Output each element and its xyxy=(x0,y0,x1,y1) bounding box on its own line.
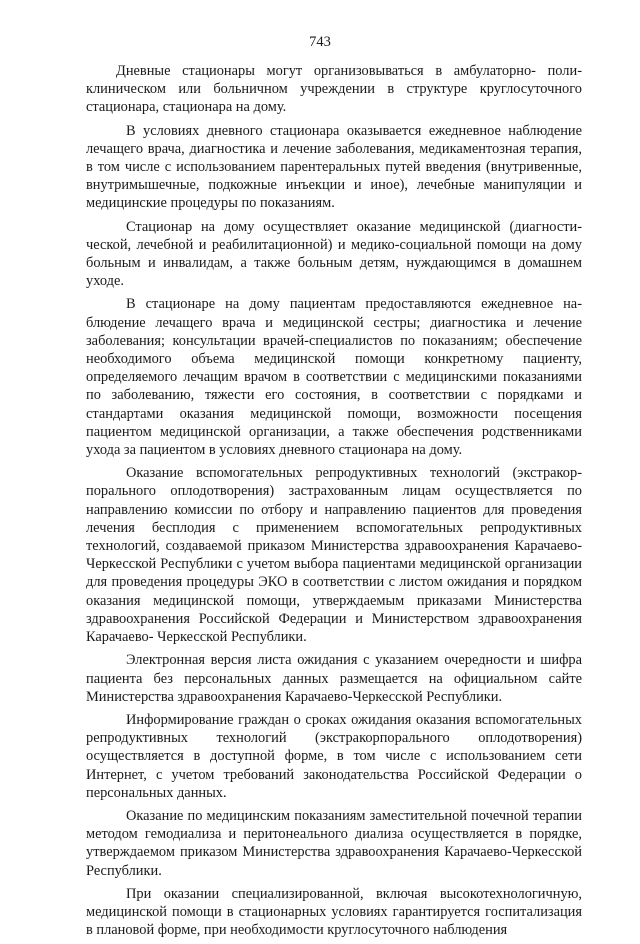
paragraph-day-hospitals: Дневные стационары могут организовываться в амбулаторно- поликлиническом или больничном учреждении в структуре круглосуточного стационара, стационара на дому. xyxy=(86,63,582,116)
paragraph-specialized-care: При оказании специализированной, включая высокотехнологичную, медицинской помощи в стационарных условиях гарантируется госпитализация в плановой форме, при необходимости круглосуточного наблюдения xyxy=(86,885,582,939)
paragraph-day-hospital-care: В условиях дневного стационара оказывается ежедневное наблюдение лечащего врача, диагностика и лечение заболевания, медикаментозная терапия, в том числе с использованием парентеральных путей введения (внутривенные, внутримышечные, подкожные инъекции и иное), лечебные манипуляции и медицинские процедуры по показаниям. xyxy=(86,122,582,212)
paragraph-dialysis: Оказание по медицинским показаниям заместительной почечной терапии методом гемодиализа и перитонеального диализа осуществляется в порядке, утверждаемом приказом Министерства здравоохранения Карачаево-Черкесской Республики. xyxy=(86,807,582,879)
paragraph-informing-citizens: Информирование граждан о сроках ожидания оказания вспомогательных репродуктивных технологий (экстракорпорального оплодотворения) осуществляется в доступной форме, в том числе с использованием сети Интернет, с учетом требований законодательства Российской Федерации о персональных данных. xyxy=(86,711,582,801)
paragraph-home-hospital: Стационар на дому осуществляет оказание медицинской (диагностической, лечебной и реабилитационной) и медико-социальной помощи на дому больным и инвалидам, а также больным детям, нуждающимся в домашнем уходе. xyxy=(86,218,582,290)
paragraph-waiting-list: Электронная версия листа ожидания с указанием очередности и шифра пациента без персональных данных размещается на официальном сайте Министерства здравоохранения Карачаево-Черкесской Республики. xyxy=(86,652,582,705)
page-number: 743 xyxy=(309,34,331,50)
paragraph-home-hospital-services: В стационаре на дому пациентам предоставляются ежедневное наблюдение лечащего врача и медицинской сестры; диагностика и лечение заболевания; консультации врачей-специалистов по показаниям; обеспечение необходимого объема медицинской помощи конкретному пациенту, определяемого лечащим врачом в соответствии с медицинскими показаниями по заболеванию, тяжести его состояния, в соответствии с порядками и стандартами оказания медицинской помощи, возможности посещения пациентом медицинской организации, а также обеспечения родственниками ухода за пациентом в условиях дневного стационара на дому. xyxy=(86,296,582,459)
paragraph-ivf: Оказание вспомогательных репродуктивных технологий (экстракорпорального оплодотворения) застрахованным лицам осуществляется по направлению комиссии по отбору и направлению пациентов для проведения лечения бесплодия с применением вспомогательных репродуктивных технологий, создаваемой приказом Министерства здравоохранения Карачаево-Черкесской Республики с учетом выбора пациентами медицинской организации для проведения процедуры ЭКО в соответствии с листом ожидания и порядком оказания медицинской помощи, утверждаемым приказами Министерства здравоохранения Российской Федерации и Министерством здравоохранения Карачаево- Черкесской Республики. xyxy=(86,465,582,646)
body-text xyxy=(86,62,582,944)
